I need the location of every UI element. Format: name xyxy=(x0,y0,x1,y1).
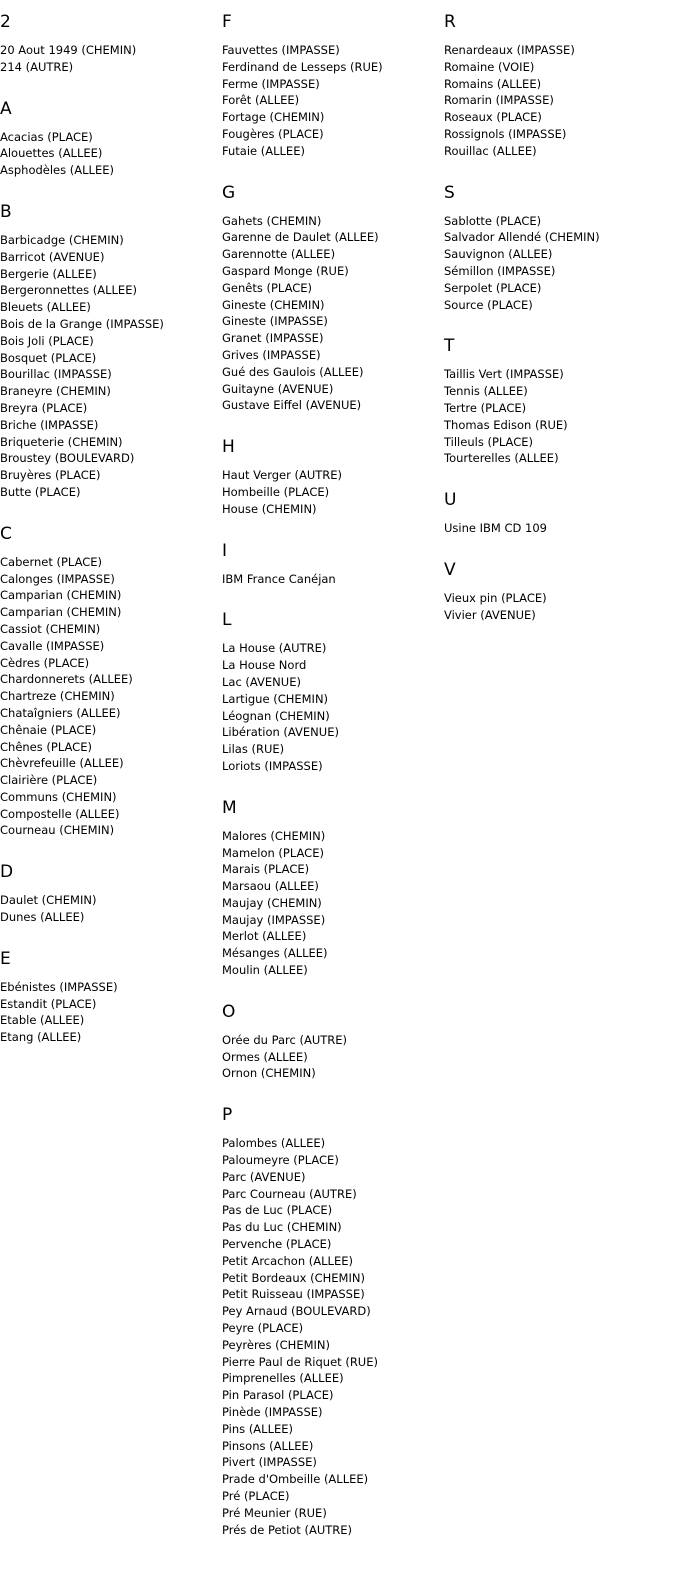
street-link[interactable]: Genêts (PLACE) xyxy=(222,280,313,295)
street-link[interactable]: Chèvrefeuille (ALLEE) xyxy=(0,756,124,771)
section-letter-heading: 2 xyxy=(0,12,11,32)
street-link[interactable]: Gué des Gaulois (ALLEE) xyxy=(222,364,364,379)
street-link[interactable]: Paloumeyre (PLACE) xyxy=(222,1153,339,1168)
street-index-column-3 xyxy=(444,0,675,624)
street-link[interactable]: Petit Ruisseau (IMPASSE) xyxy=(222,1287,365,1302)
street-link[interactable]: Vivier (AVENUE) xyxy=(444,607,536,622)
street-link[interactable]: Bois Joli (PLACE) xyxy=(0,333,94,348)
street-index-column-1 xyxy=(0,0,222,1046)
section-letter-heading: V xyxy=(444,559,456,580)
letter-section xyxy=(0,12,222,76)
street-list xyxy=(222,828,444,979)
street-link[interactable]: Braneyre (CHEMIN) xyxy=(0,384,111,399)
street-link[interactable]: Compostelle (ALLEE) xyxy=(0,806,120,821)
section-letter-heading: L xyxy=(222,610,232,631)
street-link[interactable]: Tilleuls (PLACE) xyxy=(444,434,534,449)
street-link[interactable]: Chênes (PLACE) xyxy=(0,739,92,754)
street-link[interactable]: Bergeronnettes (ALLEE) xyxy=(0,283,137,298)
street-link[interactable]: Acacias (PLACE) xyxy=(0,129,93,144)
street-link[interactable]: Pinède (IMPASSE) xyxy=(222,1405,323,1420)
street-list xyxy=(0,129,222,179)
letter-section xyxy=(222,183,444,415)
street-link[interactable]: Tennis (ALLEE) xyxy=(444,384,528,399)
street-link[interactable]: Pas de Luc (PLACE) xyxy=(222,1203,333,1218)
street-link[interactable]: Fortage (CHEMIN) xyxy=(222,110,325,125)
street-link[interactable]: Gineste (IMPASSE) xyxy=(222,314,328,329)
street-link[interactable]: Calonges (IMPASSE) xyxy=(0,571,115,586)
street-link[interactable]: Cavalle (IMPASSE) xyxy=(0,638,105,653)
street-link[interactable]: Chartreze (CHEMIN) xyxy=(0,689,115,704)
letter-section xyxy=(0,862,222,926)
street-link[interactable]: Pierre Paul de Riquet (RUE) xyxy=(222,1354,378,1369)
street-link[interactable]: Grives (IMPASSE) xyxy=(222,347,321,362)
street-link[interactable]: Camparian (CHEMIN) xyxy=(0,605,122,620)
street-list xyxy=(0,554,222,840)
street-list xyxy=(0,232,222,501)
section-letter-heading: S xyxy=(444,182,455,203)
street-link[interactable]: Gineste (CHEMIN) xyxy=(222,297,325,312)
street-link[interactable]: Bois de la Grange (IMPASSE) xyxy=(0,316,164,331)
street-link[interactable]: Orée du Parc (AUTRE) xyxy=(222,1032,348,1047)
street-link[interactable]: Renardeaux (IMPASSE) xyxy=(444,43,575,57)
street-link[interactable]: Cèdres (PLACE) xyxy=(0,655,90,670)
street-link[interactable]: La House (AUTRE) xyxy=(222,641,327,656)
street-link[interactable]: Pimprenelles (ALLEE) xyxy=(222,1371,344,1386)
street-link[interactable]: Pins (ALLEE) xyxy=(222,1421,293,1436)
street-link[interactable]: Garennotte (ALLEE) xyxy=(222,247,336,262)
street-link[interactable]: Breyra (PLACE) xyxy=(0,400,88,415)
street-link[interactable]: Pré (PLACE) xyxy=(222,1489,290,1503)
street-link[interactable]: Clairière (PLACE) xyxy=(0,773,98,788)
street-link[interactable]: Romarin (IMPASSE) xyxy=(444,93,554,108)
street-list xyxy=(444,590,675,624)
street-link[interactable]: Romains (ALLEE) xyxy=(444,76,542,91)
street-link[interactable]: Butte (PLACE) xyxy=(0,484,81,499)
letter-section xyxy=(222,1002,444,1082)
street-link[interactable]: Merlot (ALLEE) xyxy=(222,929,307,944)
street-link[interactable]: Pey Arnaud (BOULEVARD) xyxy=(222,1304,371,1319)
street-link[interactable]: Cabernet (PLACE) xyxy=(0,554,103,569)
street-link[interactable]: Malores (CHEMIN) xyxy=(222,828,326,843)
street-list xyxy=(222,213,444,415)
street-link[interactable]: Ebénistes (IMPASSE) xyxy=(0,979,118,994)
street-link[interactable]: Barricot (AVENUE) xyxy=(0,249,105,264)
street-link[interactable]: Lartigue (CHEMIN) xyxy=(222,691,329,706)
street-link[interactable]: Guitayne (AVENUE) xyxy=(222,381,334,396)
letter-section xyxy=(222,798,444,979)
letter-section xyxy=(444,12,675,160)
street-link[interactable]: Léognan (CHEMIN) xyxy=(222,708,330,723)
street-link[interactable]: Courneau (CHEMIN) xyxy=(0,823,115,838)
street-link[interactable]: Bleuets (ALLEE) xyxy=(0,300,91,315)
street-index-column-2 xyxy=(222,0,444,1538)
street-link[interactable]: Bruyères (PLACE) xyxy=(0,468,101,483)
section-letter-heading: O xyxy=(222,1001,236,1022)
street-link[interactable]: Daulet (CHEMIN) xyxy=(0,893,97,908)
letter-section xyxy=(444,336,675,467)
section-letter-heading: A xyxy=(0,98,12,119)
letter-section xyxy=(222,437,444,517)
street-link[interactable]: La House Nord xyxy=(222,658,307,673)
section-letter-heading: B xyxy=(0,201,12,222)
letter-section xyxy=(444,183,675,314)
street-link[interactable]: Futaie (ALLEE) xyxy=(222,143,305,158)
street-list xyxy=(444,366,675,467)
street-link[interactable]: Chardonnerets (ALLEE) xyxy=(0,672,133,687)
street-link[interactable]: Source (PLACE) xyxy=(444,297,533,312)
street-link[interactable]: Chênaie (PLACE) xyxy=(0,722,97,737)
street-link[interactable]: Ferdinand de Lesseps (RUE) xyxy=(222,59,383,74)
street-link[interactable]: Etable (ALLEE) xyxy=(0,1013,85,1028)
street-list xyxy=(444,213,675,314)
street-link[interactable]: Fauvettes (IMPASSE) xyxy=(222,43,340,57)
street-link[interactable]: Vieux pin (PLACE) xyxy=(444,590,547,605)
street-link[interactable]: Salvador Allendé (CHEMIN) xyxy=(444,230,600,245)
street-link[interactable]: Cassiot (CHEMIN) xyxy=(0,621,101,636)
letter-section xyxy=(444,490,675,537)
street-link[interactable]: House (CHEMIN) xyxy=(222,501,317,516)
street-link[interactable]: Maujay (CHEMIN) xyxy=(222,895,322,910)
street-link[interactable]: Ornon (CHEMIN) xyxy=(222,1066,316,1081)
street-link[interactable]: Pinsons (ALLEE) xyxy=(222,1438,314,1453)
street-link[interactable]: Parc Courneau (AUTRE) xyxy=(222,1186,357,1201)
section-letter-heading: T xyxy=(444,336,455,357)
street-link[interactable]: Etang (ALLEE) xyxy=(0,1030,82,1045)
letter-section xyxy=(444,560,675,624)
street-list xyxy=(0,892,222,926)
street-link[interactable]: Romaine (VOIE) xyxy=(444,59,535,74)
letter-section xyxy=(222,610,444,774)
street-link[interactable]: Marais (PLACE) xyxy=(222,862,310,877)
street-link[interactable]: Thomas Edison (RUE) xyxy=(444,417,568,432)
street-link[interactable]: Mésanges (ALLEE) xyxy=(222,946,328,961)
street-link[interactable]: Bourillac (IMPASSE) xyxy=(0,367,112,382)
street-link[interactable]: Rossignols (IMPASSE) xyxy=(444,126,567,141)
letter-section xyxy=(0,99,222,179)
street-link[interactable]: Broustey (BOULEVARD) xyxy=(0,451,135,466)
street-link[interactable]: Gustave Eiffel (AVENUE) xyxy=(222,398,362,413)
section-letter-heading: M xyxy=(222,797,237,818)
street-link[interactable]: Pas du Luc (CHEMIN) xyxy=(222,1220,342,1235)
street-link[interactable]: 214 (AUTRE) xyxy=(0,59,74,74)
section-letter-heading: P xyxy=(222,1105,233,1126)
street-link[interactable]: Barbicadge (CHEMIN) xyxy=(0,232,124,247)
street-link[interactable]: Gahets (CHEMIN) xyxy=(222,213,322,228)
street-link[interactable]: Taillis Vert (IMPASSE) xyxy=(444,367,564,382)
street-list xyxy=(222,1135,444,1538)
street-link[interactable]: Asphodèles (ALLEE) xyxy=(0,163,114,178)
street-link[interactable]: Hombeille (PLACE) xyxy=(222,484,330,499)
street-link[interactable]: Sauvignon (ALLEE) xyxy=(444,247,553,262)
street-link[interactable]: Libération (AVENUE) xyxy=(222,725,339,740)
street-link[interactable]: Tertre (PLACE) xyxy=(444,400,527,415)
letter-section xyxy=(0,949,222,1046)
letter-section xyxy=(0,202,222,501)
street-link[interactable]: Pré Meunier (RUE) xyxy=(222,1505,327,1520)
street-link[interactable]: Loriots (IMPASSE) xyxy=(222,758,323,773)
street-link[interactable]: Mamelon (PLACE) xyxy=(222,845,324,860)
section-letter-heading: D xyxy=(0,862,14,883)
street-link[interactable]: Ormes (ALLEE) xyxy=(222,1049,308,1064)
street-link[interactable]: Forêt (ALLEE) xyxy=(222,93,300,108)
section-letter-heading: C xyxy=(0,523,12,544)
street-link[interactable]: Marsaou (ALLEE) xyxy=(222,879,319,894)
street-link[interactable]: Peyre (PLACE) xyxy=(222,1321,304,1336)
street-link[interactable]: Fougères (PLACE) xyxy=(222,126,324,141)
street-link[interactable]: Serpolet (PLACE) xyxy=(444,280,542,295)
street-link[interactable]: Chataîgniers (ALLEE) xyxy=(0,705,121,720)
letter-section xyxy=(222,1105,444,1538)
letter-section xyxy=(222,12,444,160)
street-link[interactable]: Palombes (ALLEE) xyxy=(222,1136,326,1151)
street-link[interactable]: Prés de Petiot (AUTRE) xyxy=(222,1522,353,1537)
street-link[interactable]: Maujay (IMPASSE) xyxy=(222,912,326,927)
street-list xyxy=(222,640,444,774)
street-link[interactable]: 20 Aout 1949 (CHEMIN) xyxy=(0,43,137,57)
street-list xyxy=(0,42,222,76)
street-link[interactable]: Moulin (ALLEE) xyxy=(222,963,308,978)
street-link[interactable]: Granet (IMPASSE) xyxy=(222,331,324,346)
street-link[interactable]: Briqueterie (CHEMIN) xyxy=(0,434,123,449)
street-list xyxy=(222,1032,444,1082)
street-link[interactable]: Lac (AVENUE) xyxy=(222,674,301,689)
street-list xyxy=(444,42,675,160)
section-letter-heading: F xyxy=(222,12,232,32)
street-link[interactable]: Alouettes (ALLEE) xyxy=(0,146,103,161)
street-list xyxy=(444,520,675,537)
street-list xyxy=(222,467,444,517)
street-link[interactable]: Prade d'Ombeille (ALLEE) xyxy=(222,1472,369,1487)
section-letter-heading: G xyxy=(222,182,236,203)
street-link[interactable]: Bosquet (PLACE) xyxy=(0,350,97,365)
section-letter-heading: E xyxy=(0,948,11,969)
street-link[interactable]: Tourterelles (ALLEE) xyxy=(444,451,559,466)
street-link[interactable]: Garenne de Daulet (ALLEE) xyxy=(222,230,379,245)
street-link[interactable]: Sémillon (IMPASSE) xyxy=(444,263,556,278)
street-link[interactable]: Ferme (IMPASSE) xyxy=(222,76,320,91)
street-link[interactable]: Estandit (PLACE) xyxy=(0,996,97,1011)
street-link[interactable]: Sablotte (PLACE) xyxy=(444,213,542,228)
letter-section xyxy=(222,541,444,588)
street-link[interactable]: Communs (CHEMIN) xyxy=(0,789,117,804)
street-link[interactable]: Bergerie (ALLEE) xyxy=(0,266,97,281)
street-link[interactable]: Pivert (IMPASSE) xyxy=(222,1455,317,1470)
street-link[interactable]: Lilas (RUE) xyxy=(222,742,285,757)
street-link[interactable]: Petit Arcachon (ALLEE) xyxy=(222,1253,353,1268)
street-link[interactable]: Peyrères (CHEMIN) xyxy=(222,1337,330,1352)
section-letter-heading: U xyxy=(444,490,457,511)
street-link[interactable]: Haut Verger (AUTRE) xyxy=(222,468,343,483)
street-link[interactable]: Pin Parasol (PLACE) xyxy=(222,1388,334,1403)
street-list xyxy=(222,571,444,588)
street-link[interactable]: Rouillac (ALLEE) xyxy=(444,143,537,158)
street-link[interactable]: Parc (AVENUE) xyxy=(222,1169,306,1184)
street-link[interactable]: Dunes (ALLEE) xyxy=(0,910,85,925)
street-link[interactable]: Petit Bordeaux (CHEMIN) xyxy=(222,1270,365,1285)
street-link[interactable]: Briche (IMPASSE) xyxy=(0,417,99,432)
section-letter-heading: H xyxy=(222,437,235,458)
street-link[interactable]: Camparian (CHEMIN) xyxy=(0,588,122,603)
street-link[interactable]: Roseaux (PLACE) xyxy=(444,110,542,125)
street-link[interactable]: Gaspard Monge (RUE) xyxy=(222,263,349,278)
street-link[interactable]: Usine IBM CD 109 xyxy=(444,521,547,536)
street-link[interactable]: Pervenche (PLACE) xyxy=(222,1237,332,1252)
section-letter-heading: R xyxy=(444,12,456,32)
street-list xyxy=(222,42,444,160)
street-list xyxy=(0,979,222,1046)
section-letter-heading: I xyxy=(222,540,228,561)
street-link[interactable]: IBM France Canéjan xyxy=(222,571,336,586)
letter-section xyxy=(0,524,222,840)
